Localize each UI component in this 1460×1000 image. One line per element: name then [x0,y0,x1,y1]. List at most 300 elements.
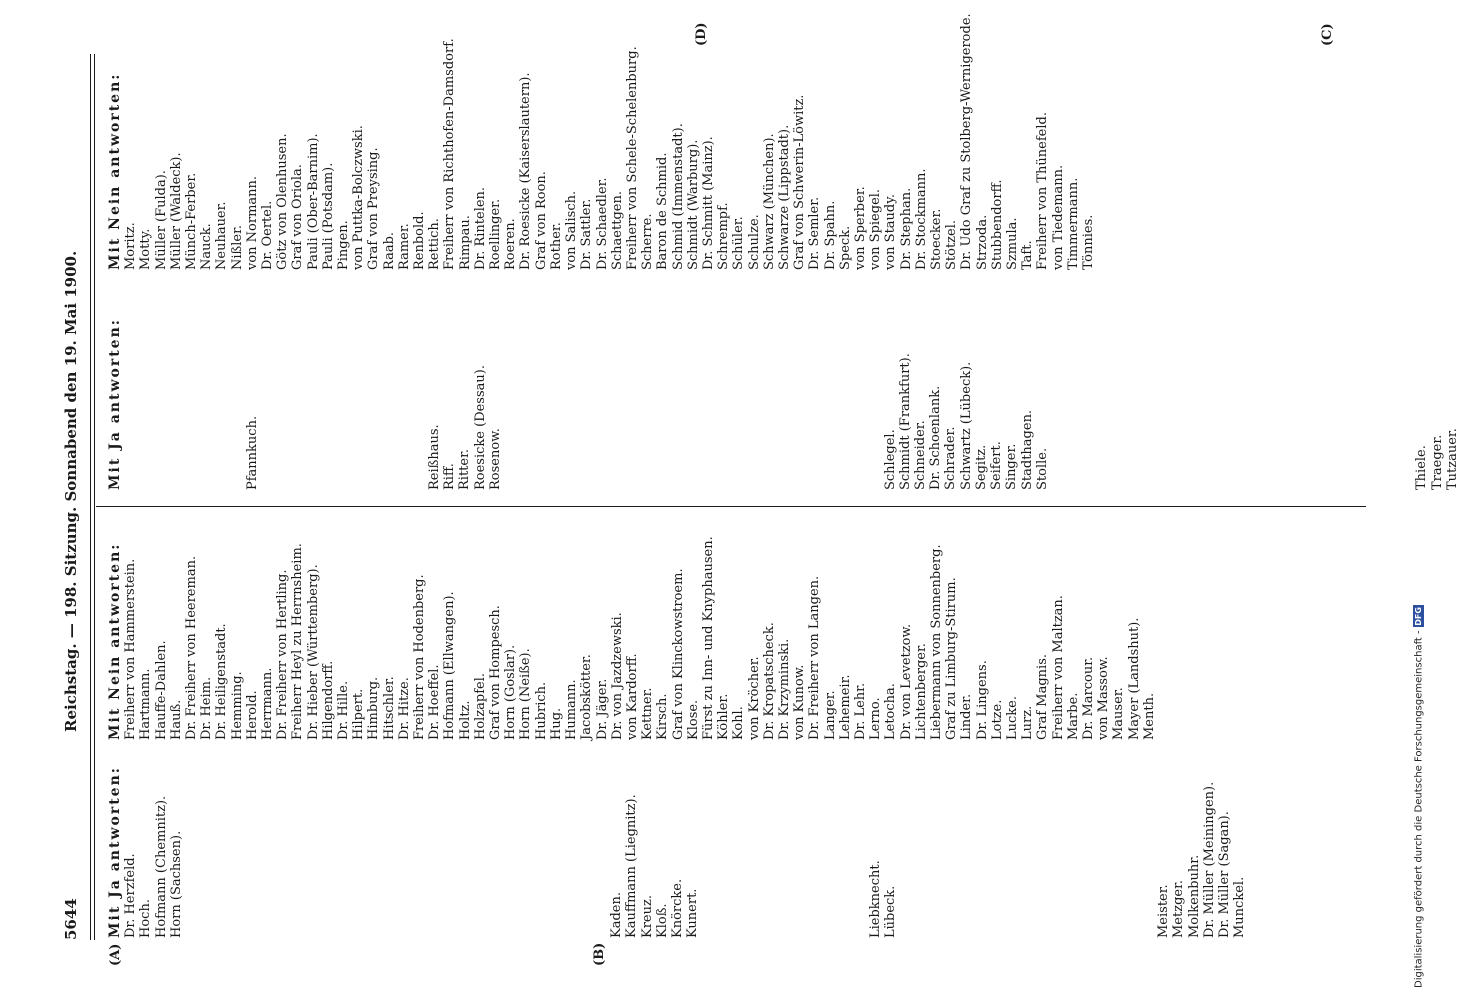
blank-line [700,318,715,490]
blank-line [716,766,731,938]
blank-line [1293,318,1308,490]
voter-name: Scherre. [640,213,656,270]
blank-line [412,318,427,490]
voter-name: Dr. Lingens. [974,660,990,740]
blank-line [867,318,882,490]
voter-name: Dr. Hille. [336,680,352,740]
blank-line [1019,766,1034,938]
blank-line [837,766,852,938]
voter-name: Pingen. [336,220,352,270]
blank-line [807,766,822,938]
column-heading: Mit Ja antworten: [107,766,123,938]
voter-name: Freiherr von Hammerstein. [123,558,139,740]
voter-name: Köhler. [716,693,732,740]
blank-line [974,766,989,938]
voter-name: Roellinger. [488,198,504,270]
column-nein-right [108,13,1096,270]
voter-name: Graf von Klinckowstroem. [670,568,686,740]
voter-name: Hilpert. [351,688,367,740]
blank-line [518,766,533,938]
blank-line [123,318,138,490]
voter-name: Lotze. [989,699,1005,740]
voter-name: Langer. [822,690,838,740]
blank-line [1126,318,1141,490]
blank-line [1065,318,1080,490]
blank-line [1050,318,1065,490]
blank-line [1126,766,1141,938]
blank-line [169,318,184,490]
blank-line [336,318,351,490]
blank-line [959,766,974,938]
voter-name: Hauß. [168,699,184,740]
voter-name: Graf Magnis. [1035,653,1051,740]
voter-name: Rosenow. [487,428,503,490]
footer-credit [1413,605,1425,988]
voter-name: Klose. [685,699,701,740]
blank-line [731,766,746,938]
voter-name: Hubrich. [533,681,549,740]
voter-name: Lübeck. [882,885,898,938]
blank-line [260,318,275,490]
voter-name: Rother. [548,222,564,270]
voter-name: Freiherr von Thünefeld. [1035,112,1051,270]
voter-name: Hoch. [138,899,154,938]
blank-line [351,766,366,938]
voter-name: Hofmann (Chemnitz). [153,795,169,938]
voter-name: Segitz. [973,444,989,490]
voter-name: Dr. Oertel. [260,200,276,270]
column-heading: Mit Nein antworten: [107,72,123,270]
blank-line [776,318,791,490]
voter-name: Rettich. [427,218,443,270]
column-ja-right [108,318,1460,490]
blank-line [473,766,488,938]
voter-name: Stötzel. [944,219,960,270]
blank-line [670,318,685,490]
voter-name: Münch-Ferber. [184,172,200,270]
column-nein-left [108,536,1157,740]
voter-name: Dr. Udo Graf zu Stolberg-Wernigerode. [959,13,975,270]
blank-line [290,766,305,938]
blank-line [503,766,518,938]
voter-name: Nißler. [229,225,245,270]
blank-line [852,318,867,490]
footer-text: Digitalisierung gefördert durch die Deutsche Forschungsgemeinschaft - [1413,630,1425,988]
voter-name: von Kröcher. [746,656,762,740]
voter-name: Reißhaus. [426,424,442,490]
blank-line [260,766,275,938]
blank-line [1080,318,1095,490]
voter-name: von Kunow. [792,664,808,740]
voter-name: Tutzauer. [1444,428,1460,490]
voter-name: Taft. [1020,240,1036,270]
voter-name: Schneider. [913,420,929,490]
voter-name: Stadthagen. [1019,409,1035,490]
voter-name: Stolle. [1034,447,1050,490]
voter-name: Horn (Sachsen). [168,830,184,938]
blank-line [1369,318,1384,490]
blank-line [199,766,214,938]
blank-line [138,318,153,490]
blank-line [427,766,442,938]
blank-line [366,318,381,490]
blank-line [154,318,169,490]
voter-name: Hug. [548,707,564,740]
voter-name: Dr. Kropatscheck. [761,622,777,740]
voter-name: von Salisch. [564,190,580,270]
blank-line [944,766,959,938]
voter-name: Himburg. [366,676,382,740]
blank-line [381,766,396,938]
voter-name: von Staudy. [883,193,899,270]
blank-line [746,766,761,938]
voter-name: Kauffmann (Liegnitz). [624,794,640,938]
blank-line [761,318,776,490]
blank-line [746,318,761,490]
voter-name: Götz von Olenhusen. [275,133,291,270]
voter-name: Neuhauer. [214,201,230,270]
voter-name: Dr. Semler. [807,196,823,270]
column-heading: Mit Nein antworten: [107,542,123,740]
blank-line [214,318,229,490]
voter-name: Dr. Hieber (Württemberg). [305,564,321,740]
voter-name: Schlegel. [882,429,898,490]
blank-line [442,766,457,938]
voter-name: Dr. Krzyminski. [776,638,792,740]
voter-name: Graf von Hompesch. [488,605,504,740]
voter-name: Graf zu Limburg-Stirum. [944,577,960,740]
blank-line [731,318,746,490]
voter-name: Riff. [442,463,458,490]
voter-name: Schwartz (Lübeck). [958,361,974,490]
blank-line [488,766,503,938]
blank-line [230,766,245,938]
voter-name: Speck. [837,225,853,270]
blank-line [549,766,564,938]
voter-name: Herrmann. [260,667,276,740]
blank-line [1354,318,1369,490]
blank-line [1232,318,1247,490]
blank-line [761,766,776,938]
voter-name: Timmermann. [1065,177,1081,270]
blank-line [1065,766,1080,938]
voter-name: Freiherr von Hodenberg. [412,574,428,740]
blank-line [837,318,852,490]
page-number: 5644 [62,898,80,940]
voter-name: Herold. [244,690,260,740]
blank-line [1338,318,1353,490]
blank-line [716,318,731,490]
voter-name: Dr. Lehr. [852,682,868,740]
voter-name: Ritter. [457,448,473,490]
blank-line [214,766,229,938]
voter-name: von Tiedemann. [1050,164,1066,270]
column-heading: Mit Ja antworten: [107,318,123,490]
voter-name: Kettner. [640,687,656,740]
voter-name: Holtz. [457,700,473,740]
dfg-logo-icon: DFG [1414,607,1423,626]
voter-name: Pfannkuch. [244,415,260,490]
blank-line [594,318,609,490]
center-divider [96,506,1366,507]
voter-name: Strzoda. [974,214,990,270]
blank-line [792,766,807,938]
blank-line [989,766,1004,938]
voter-name: Graf von Oriola. [290,164,306,270]
voter-name: Schmid (Immenstadt). [670,123,686,270]
voter-name: Letocha. [883,683,899,740]
voter-name: Graf von Roon. [533,171,549,270]
voter-name: Dr. Schmitt (Mainz). [700,136,716,270]
voter-name: Singer. [1004,443,1020,490]
blank-line [1035,766,1050,938]
blank-line [199,318,214,490]
voter-name: Seifert. [989,441,1005,490]
voter-name: Kloß. [654,903,670,938]
blank-line [852,766,867,938]
voter-name: Freiherr von Schele-Schelenburg. [624,46,640,270]
blank-line [700,766,715,938]
voter-name: Menth. [1141,692,1157,740]
blank-line [564,318,579,490]
blank-line [503,318,518,490]
blank-line [184,766,199,938]
blank-line [1384,318,1399,490]
voter-name: Dr. Freiherr von Heereman. [184,555,200,740]
marker-b: (B) [592,942,607,966]
blank-line [1141,318,1156,490]
blank-line [397,766,412,938]
voter-name: Lehemeir. [837,674,853,740]
voter-name: Dr. Müller (Meiningen). [1201,781,1217,938]
blank-line [1202,318,1217,490]
blank-line [321,766,336,938]
voter-name: Hilgendorff. [320,660,336,740]
voter-name: Dr. Hoeffel. [427,664,443,740]
blank-line [1217,318,1232,490]
voter-name: Kohl. [731,706,747,740]
voter-name: Renbold. [412,211,428,270]
voter-name: Graf von Preysing. [366,147,382,270]
header-rule-thin [94,54,95,940]
voter-name: Freiherr von Maltzan. [1050,595,1066,740]
blank-line [549,318,564,490]
voter-name: Horn (Goslar). [503,644,519,740]
voter-name: Lerno. [868,697,884,740]
voter-name: Schulze. [746,214,762,270]
voter-name: Hemming. [229,671,245,740]
voter-name: Dr. Schaedler. [594,177,610,270]
voter-name: Munckel. [1232,876,1248,938]
voter-name: Liebknecht. [867,860,883,938]
blank-line [624,318,639,490]
blank-line [184,318,199,490]
voter-name: Dr. Marcour. [1081,656,1096,740]
voter-name: Dr. Spahn. [822,200,838,270]
voter-name: Horn (Neiße). [518,648,534,740]
voter-name: Schrempf. [716,202,732,270]
voter-name: Nauck. [199,223,215,270]
blank-line [1080,766,1095,938]
voter-name: Rimpau. [457,215,473,270]
voter-name: Mayer (Landshut). [1126,617,1142,740]
voter-name: Hartmann. [138,668,154,740]
blank-line [1308,318,1323,490]
voter-name: Freiherr von Richthofen-Damsdorf. [442,38,458,270]
voter-name: Dr. Stephan. [898,187,914,270]
page-title: Reichstag. — 198. Sitzung. Sonnabend den 19. Mai 1900. [62,250,80,732]
voter-name: Jacobskötter. [579,654,595,740]
voter-name: Mauser. [1111,687,1127,740]
voter-name: Dr. von Jazdzewski. [609,612,625,740]
blank-line [518,318,533,490]
voter-name: Hauffe-Dahlen. [153,640,169,740]
voter-name: Molkenbuhr. [1186,854,1202,938]
voter-name: Thiele. [1414,445,1430,490]
voter-name: Müller (Fulda). [153,170,169,270]
blank-line [1095,318,1110,490]
voter-name: Knörcke. [670,878,686,938]
blank-line [1263,318,1278,490]
voter-name: Pauli (Potsdam). [320,162,336,270]
voter-name: Raab. [381,231,397,270]
voter-name: Meister. [1156,884,1172,938]
voter-name: Müller (Waldeck). [168,152,184,270]
voter-name: Dr. Hitze. [396,677,412,740]
blank-line [305,318,320,490]
blank-line [1111,318,1126,490]
voter-name: Dr. Freiherr von Hertling. [275,569,291,740]
voter-name: von Spiegel. [868,188,884,270]
voter-name: Dr. Stockmann. [913,168,929,270]
voter-name: Kirsch. [655,693,671,740]
voter-name: Holzapfel. [472,672,488,740]
blank-line [275,318,290,490]
voter-name: Ramer. [396,223,412,270]
voter-name: Kreuz. [639,895,655,938]
blank-line [397,318,412,490]
voter-name: Lichtenberger. [913,643,929,740]
voter-name: Schüler. [731,216,747,270]
blank-line [366,766,381,938]
blank-line [321,318,336,490]
blank-line [579,766,594,938]
voter-name: Dr. Sattler. [579,198,595,270]
voter-name: Freiherr Heyl zu Herrnsheim. [290,543,306,740]
voter-name: Liebermann von Sonnenberg. [928,544,944,740]
voter-name: Hofmann (Ellwangen). [442,591,458,740]
voter-name: Dr. Jäger. [594,678,610,740]
blank-line [564,766,579,938]
voter-name: Dr. Heim. [199,676,215,740]
voter-name: Traeger. [1429,434,1445,490]
voter-name: Schrader. [943,426,959,490]
voter-name: von Kardorff. [624,653,640,740]
voter-name: Motty. [138,228,154,270]
blank-line [1399,318,1414,490]
marker-d: (D) [694,22,709,46]
blank-line [776,766,791,938]
voter-name: Pauli (Ober-Barnim). [305,133,321,270]
blank-line [1187,318,1202,490]
voter-name: Hitschler. [381,676,397,740]
blank-line [928,766,943,938]
voter-name: Roesicke (Dessau). [472,365,488,490]
blank-line [275,766,290,938]
blank-line [898,766,913,938]
voter-name: Fürst zu Inn- und Knyphausen. [700,536,716,740]
blank-line [1111,766,1126,938]
blank-line [306,766,321,938]
voter-name: Roeren. [503,218,519,270]
voter-name: Schwarze (Lippstadt). [776,124,792,270]
blank-line [1247,318,1262,490]
blank-line [1156,318,1171,490]
header-rule [90,54,91,940]
blank-line [381,318,396,490]
voter-name: Dr. von Levetzow. [898,623,914,740]
blank-line [822,766,837,938]
blank-line [822,318,837,490]
blank-line [245,766,260,938]
blank-line [533,318,548,490]
blank-line [1050,766,1065,938]
voter-name: Graf von Schwerin-Löwitz. [792,94,808,270]
voter-name: Schmidt (Warburg). [685,139,701,270]
blank-line [533,766,548,938]
voter-name: Schwarz (München). [761,133,777,270]
voter-name: Linder. [959,693,975,740]
voter-name: Schmidt (Frankfurt). [897,353,913,490]
marker-c: (C) [1320,23,1335,46]
blank-line [1141,766,1156,938]
blank-line [1278,318,1293,490]
blank-line [1095,766,1110,938]
voter-name: Szmula. [1004,217,1020,270]
voter-name: Lucke. [1004,696,1020,740]
voter-name: Dr. Roesicke (Kaiserslautern). [518,72,534,270]
voter-name: Schaettgen. [609,191,625,270]
voter-name: Kaden. [609,892,625,938]
voter-name: von Sperber. [852,186,868,270]
voter-name: Dr. Rintelen. [472,186,488,270]
blank-line [290,318,305,490]
voter-name: Dr. Herzfeld. [123,853,139,938]
blank-line [351,318,366,490]
voter-name: von Puttka-Bolczwski. [351,125,367,270]
voter-name: Dr. Heiligenstadt. [214,623,230,740]
blank-line [1004,766,1019,938]
blank-line [579,318,594,490]
voter-name: Stoecker. [928,208,944,270]
voter-name: Dr. Müller (Sagan). [1216,811,1232,938]
voter-name: Dr. Freiherr von Langen. [807,575,823,740]
blank-line [640,318,655,490]
voter-name: Metzger. [1171,879,1187,938]
voter-name: Humann. [564,679,580,740]
voter-name: von Normann. [244,175,260,270]
blank-line [412,766,427,938]
voter-name: Lurz. [1020,705,1036,740]
voter-name: Kunert. [685,888,701,938]
voter-name: Baron de Schmid. [655,152,671,270]
blank-line [913,766,928,938]
blank-line [336,766,351,938]
voter-name: Stubbendorff. [989,179,1005,270]
voter-name: Moritz. [123,222,139,270]
blank-line [457,766,472,938]
blank-line [594,766,609,938]
